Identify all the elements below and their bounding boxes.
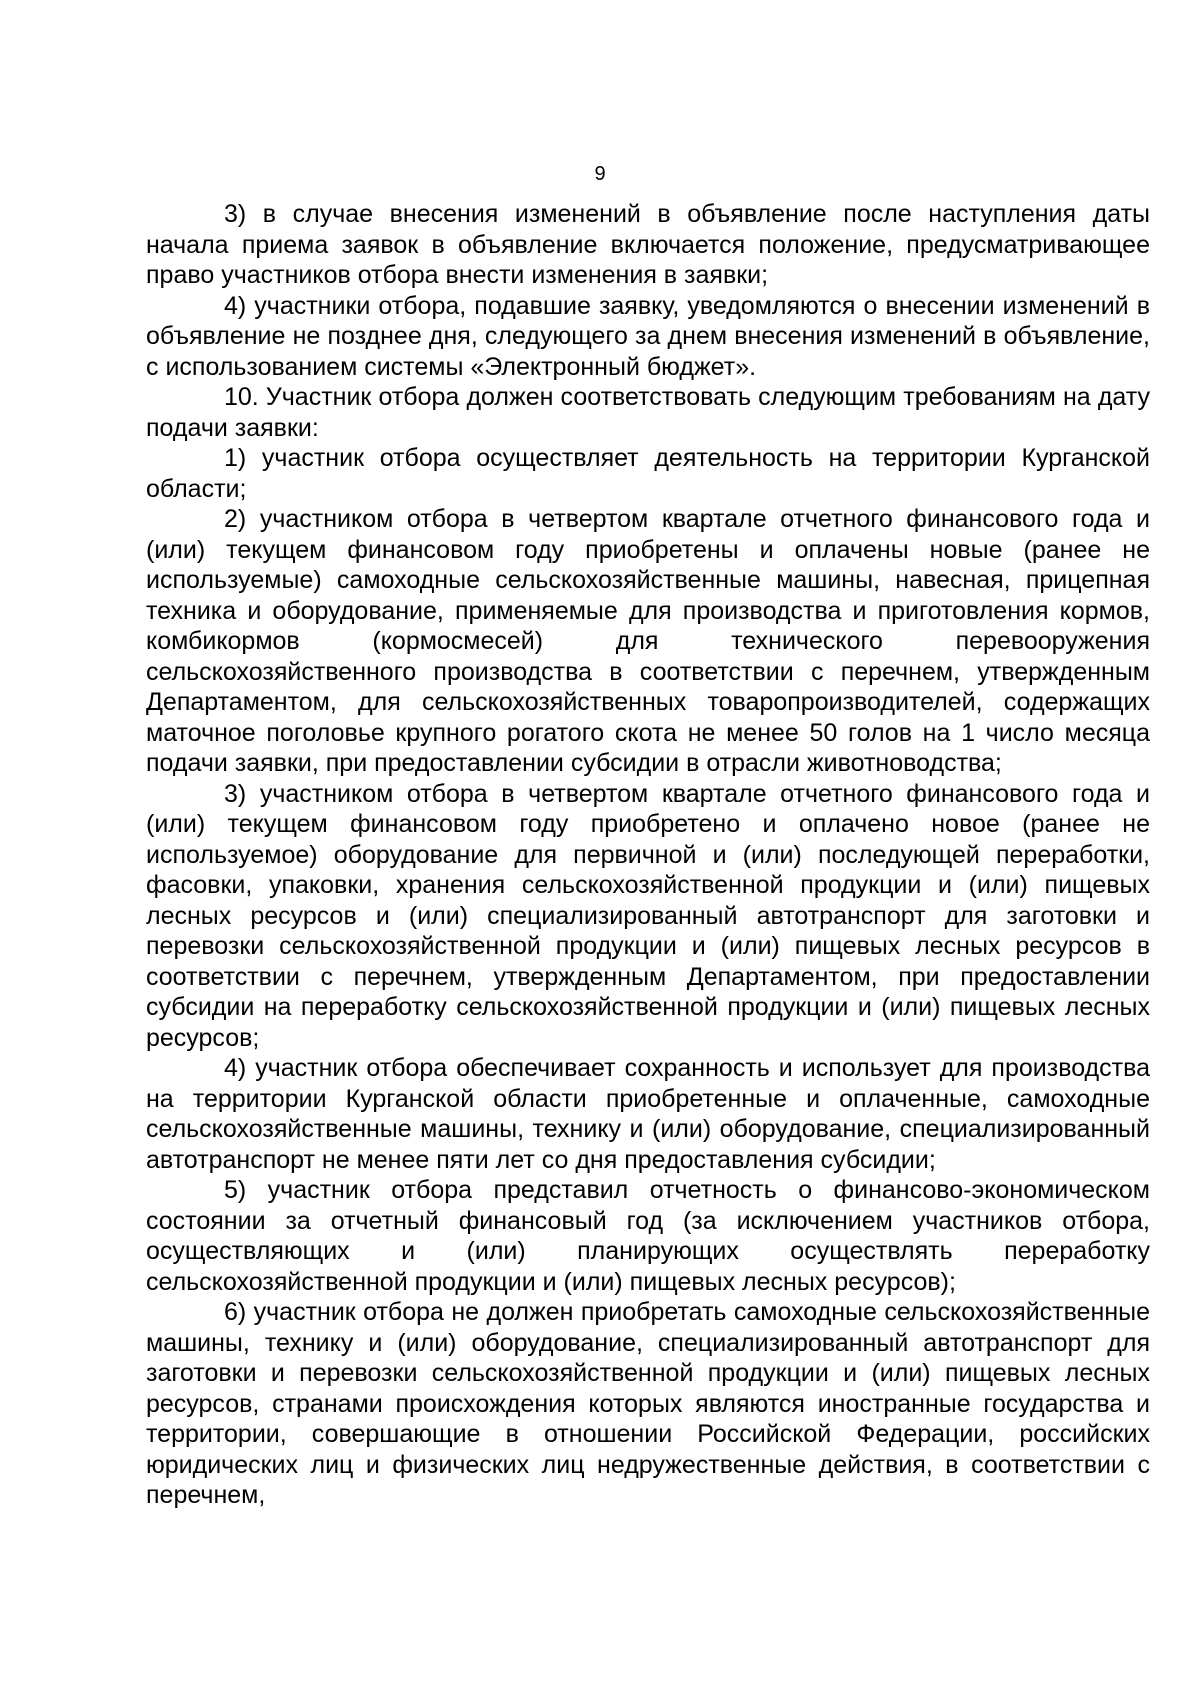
paragraph-item-10-5: 5) участник отбора представил отчетность о финансово-экономическом состоянии за отчетный финансовый год (за исключением участников отбора, осуществляющих и (или) планирующих осуществлять переработку сельскохозяйственной продукции и (или) пищевых лесных ресурсов);	[146, 1176, 1150, 1296]
page-number: 9	[594, 163, 606, 185]
paragraph-item-10-3: 3) участником отбора в четвертом квартале отчетного финансового года и (или) текущем финансовом году приобретено и оплачено новое (ранее не используемое) оборудование для первичной и (или) последующей переработки, фасовки, упаковки, хранения сельскохозяйственной продукции и (или) пищевых лесных ресурсов и (или) специализированный автотранспорт для заготовки и перевозки сельскохозяйственной продукции и (или) пищевых лесных ресурсов в соответствии с перечнем, утвержденным Департаментом, при предоставлении субсидии на переработку сельскохозяйственной продукции и (или) пищевых лесных ресурсов;	[146, 779, 1150, 1052]
paragraph-item-10-1: 1) участник отбора осуществляет деятельность на территории Курганской области;	[146, 444, 1150, 503]
paragraph-item-9-3: 3) в случае внесения изменений в объявление после наступления даты начала приема заявок в объявление включается положение, предусматривающее право участников отбора внести изменения в заявки;	[146, 200, 1150, 289]
paragraph-item-10-6: 6) участник отбора не должен приобретать самоходные сельскохозяйственные машины, технику и (или) оборудование, специализированный автотранспорт для заготовки и перевозки сельскохозяйственной продукции и (или) пищевых лесных ресурсов, странами происхождения которых являются иностранные государства и территории, совершающие в отношении Российской Федерации, российских юридических лиц и физических лиц недружественные действия, в соответствии с перечнем,	[146, 1298, 1150, 1509]
document-body	[146, 199, 1150, 1511]
paragraph-item-10-2: 2) участником отбора в четвертом квартале отчетного финансового года и (или) текущем финансовом году приобретены и оплачены новые (ранее не используемые) самоходные сельскохозяйственные машины, навесная, прицепная техника и оборудование, применяемые для производства и приготовления кормов, комбикормов (кормосмесей) для технического перевооружения сельскохозяйственного производства в соответствии с перечнем, утвержденным Департаментом, для сельскохозяйственных товаропроизводителей, содержащих маточное поголовье крупного рогатого скота не менее 50 голов на 1 число месяца подачи заявки, при предоставлении субсидии в отрасли животноводства;	[146, 505, 1150, 777]
paragraph-item-10-4: 4) участник отбора обеспечивает сохранность и использует для производства на территории Курганской области приобретенные и оплаченные, самоходные сельскохозяйственные машины, технику и (или) оборудование, специализированный автотранспорт не менее пяти лет со дня предоставления субсидии;	[146, 1054, 1150, 1174]
paragraph-item-9-4: 4) участники отбора, подавшие заявку, уведомляются о внесении изменений в объявление не позднее дня, следующего за днем внесения изменений в объявление, с использованием системы «Электронный бюджет».	[146, 291, 1150, 381]
paragraph-clause-10: 10. Участник отбора должен соответствовать следующим требованиям на дату подачи заявки:	[146, 383, 1150, 442]
